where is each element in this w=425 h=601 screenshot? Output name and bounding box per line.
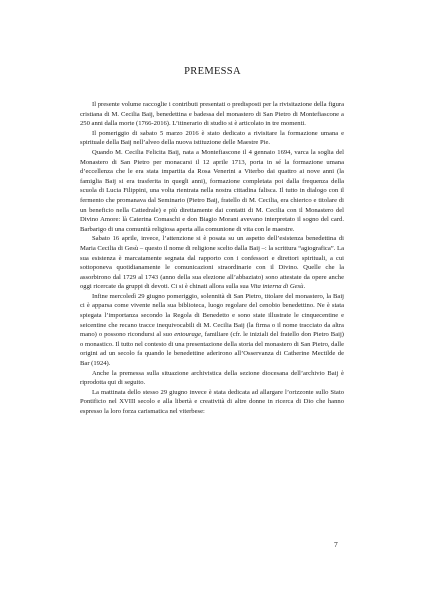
- paragraph: [80, 234, 344, 292]
- paragraph: [80, 292, 344, 369]
- paragraph-text: Infine mercoledì 29 giugno pomeriggio, solennità di San Pietro, titolare del monastero, la Baij ci è apparsa come vivente nella sua biblioteca, luogo regolare del cenobio benedettino. Ne è stata spiegata l’importanza secondo la Regola di Benedetto e sono state illustrate le cinquecentine e seicentine che recano tracce inequivocabili di M. Cecilia Baij (la firma o il nome tracciato da altra mano) o possono ricondursi al suo: [80, 292, 344, 339]
- paragraph-text: Sabato 16 aprile, invece, l’attenzione si è posata su un aspetto dell’esistenza benedettina di Maria Cecilia di Gesù – questo il nome di religione scelto dalla Baij –: la scrittura “agiografica”. La sua esistenza è marcatamente segnata dal rapporto con i confessori e direttori spirituali, a cui sottoponeva quotidianamente le comunicazioni straordinarie con il Divino. Quelle che la assorbirono dal 1729 al 1743 (anno della sua elezione all’abbaziato) sono attestate da opere anche oggi ricercate da gruppi di devoti. Ci si è chinati allora sulla sua: [80, 235, 344, 291]
- page-number: 7: [334, 540, 338, 549]
- paragraph: Il presente volume raccoglie i contributi presentati o predisposti per la rivisitazione della figura cristiana di M. Cecilia Baij, benedettina e badessa del monastero di San Pietro di Montefiascone a 250 anni dalla morte (1766-2016). L’itinerario di studio si è articolato in tre momenti.: [80, 101, 344, 128]
- book-title: Vita interna di Gesù: [250, 283, 304, 291]
- paragraph-text: .: [303, 283, 306, 291]
- body-text: [80, 100, 344, 417]
- paragraph: Quando M. Cecilia Felicita Baij, nata a Montefiascone il 4 gennaio 1694, varca la soglia del Monastero di San Pietro per monacarsi il 12 aprile 1713, porta in sé la formazione umana d’eccellenza che le era stata impartita da Rosa Venerini a Viterbo dai quattro ai nove anni (la famiglia Baij si era trasferita in quegli anni), formazione completata poi dalla frequenza della scuola di Lucia Filippini, una volta rientrata nella nostra cittadina falisca. Il tutto in dialogo con il fermento che promanava dal Seminario (Pietro Baij, fratello di M. Cecilia, era chierico e titolare di un beneficio nella Cattedrale) e più direttamente dai contatti di M. Cecilia con il Monastero del Divino Amore: là Caterina Comaschi e don Biagio Morani avevano interpretato il sogno del card. Barbarigo di una comunità religiosa aperta alla comunione di vita con le maestre.: [80, 148, 344, 233]
- paragraph-text: , familiare (cfr. le iniziali del fratello don Pietro Baij) o monastico. Il tutto nel contesto di una presentazione della storia del monastero di San Pietro, dalle origini ad un secolo fa quando le benedettine aderirono all’Osservanza di Catherine Mectilde de Bar (1924).: [80, 331, 344, 368]
- paragraph: La mattinata dello stesso 29 giugno invece è stata dedicata ad allargare l’orizzonte sullo Stato Pontificio nel XVIII secolo e alla libertà e creatività di altre donne in ricerca di Dio che hanno espresso la loro forza carismatica nel viterbese:: [80, 388, 344, 415]
- paragraph: Anche la premessa sulla situazione archivistica della sezione diocesana dell’archivio Baij è riprodotta qui di seguito.: [80, 369, 344, 387]
- page-title: PREMESSA: [184, 66, 241, 77]
- paragraph: Il pomeriggio di sabato 5 marzo 2016 è stato dedicato a rivisitare la formazione umana e spirituale della Baij nell’alveo della nuova istituzione delle Maestre Pie.: [80, 129, 344, 147]
- italic-term: entourage: [174, 331, 201, 339]
